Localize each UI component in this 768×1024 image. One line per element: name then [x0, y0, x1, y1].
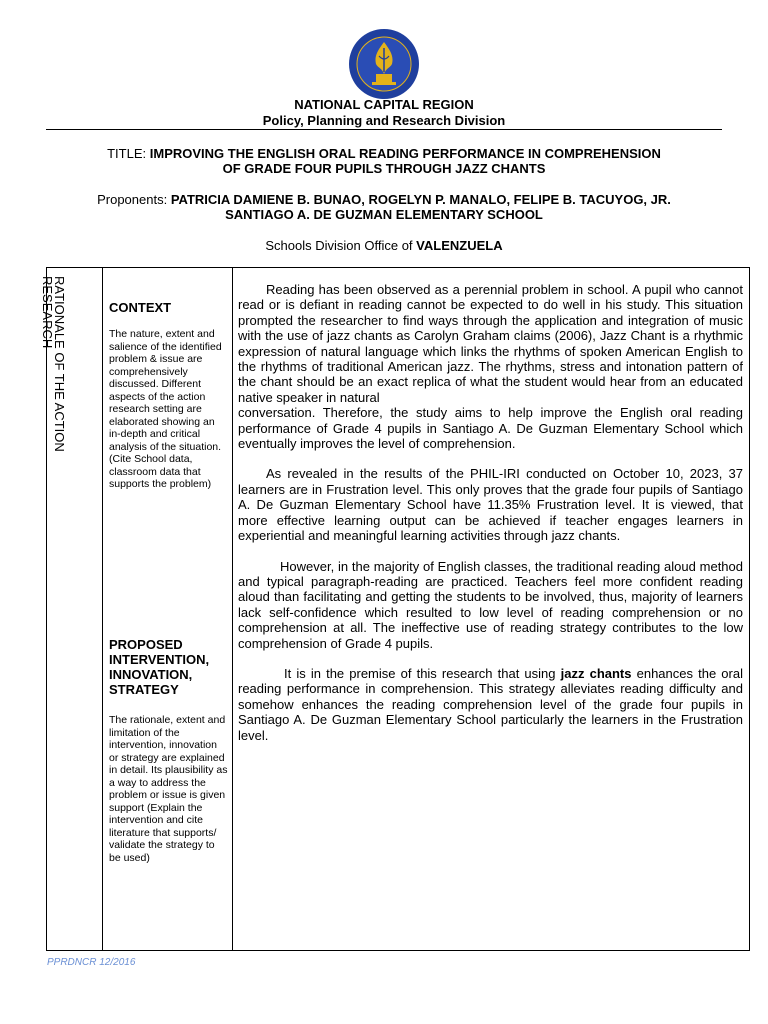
office-name: VALENZUELA: [416, 238, 503, 253]
title-text-line1: IMPROVING THE ENGLISH ORAL READING PERFORMANCE IN COMPREHENSION: [149, 146, 661, 161]
paragraph-3: However, in the majority of English classes, the traditional reading aloud method and typical paragraph-reading are practiced. Teachers feel more confident reading aloud than facilitating and getting the students to be involved, thus, majority of learners lack self-confidence which resulted to low level of reading comprehension or no comprehension at all. The ineffective use of reading strategy contributes to the low comprehension of Grade 4 pupils.: [238, 558, 743, 651]
title-block: [0, 146, 768, 176]
context-heading: CONTEXT: [109, 300, 172, 315]
rationale-table: [40, 267, 750, 951]
side-label-column: [40, 268, 103, 950]
side-label: [41, 276, 65, 476]
paragraph-2: As revealed in the results of the PHIL-IRI conducted on October 10, 2023, 37 learners are in Frustration level. This only proves that the grade four pupils of Santiago A. De Guzman Elementary School have 11.35% Frustration level. It is viewed, that more effective learning output can be achieved if teacher engages learners in experiential and meaningful learning activities through jazz chants.: [238, 466, 743, 544]
title-label: TITLE:: [107, 146, 147, 161]
paragraph-1b: conversation. Therefore, the study aims to help improve the English oral reading performance of Grade 4 pupils in Santiago A. De Guzman Elementary School which eventually improves the level of comprehension.: [238, 405, 743, 452]
intervention-description: The rationale, extent and limitation of the intervention, innovation or strategy are explained in detail. Its plausibility as a way to address the problem or issue is given support (Explain the intervention and cite literature that supports/ validate the strategy to be used): [109, 714, 228, 864]
office-label: Schools Division Office of: [265, 238, 413, 253]
proponents-block: [0, 192, 768, 222]
paragraph-4-emphasis: jazz chants: [560, 665, 632, 681]
region-heading: NATIONAL CAPITAL REGION: [294, 97, 474, 112]
rationale-body: [238, 282, 743, 758]
proponents-names: PATRICIA DAMIENE B. BUNAO, ROGELYN P. MANALO, FELIPE B. TACUYOG, JR.: [170, 192, 671, 207]
proponents-school: SANTIAGO A. DE GUZMAN ELEMENTARY SCHOOL: [225, 207, 543, 222]
paragraph-1: Reading has been observed as a perennial problem in school. A pupil who cannot read or is defiant in reading cannot be expected to do well in his study. This situation prompted the researcher to find ways through the application and integration of music with the use of jazz chants as Carolyn Graham claims (2006), Jazz Chant is a rhythmic expression of natural language which links the rhythms of spoken American English to the rhythms of traditional American jazz. The rhythms, stress and intonation pattern of the chant should be an exact replica of what the student would hear from an educated native speaker in natural: [238, 282, 743, 405]
division-heading: Policy, Planning and Research Division: [262, 113, 506, 128]
paragraph-4: It is in the premise of this research that using jazz chants enhances the oral reading performance in comprehension. This strategy alleviates reading difficulty and somehow enhances the reading comprehension level of the grade four pupils in Santiago A. De Guzman Elementary School particularly the learners in the Frustration level.: [238, 665, 743, 743]
side-label-line2: RESEARCH: [40, 276, 55, 349]
title-text-line2: OF GRADE FOUR PUPILS THROUGH JAZZ CHANTS: [222, 161, 546, 176]
header-divider: [46, 129, 722, 130]
intervention-heading: PROPOSED INTERVENTION, INNOVATION, STRATEGY: [109, 637, 210, 697]
proponents-label: Proponents:: [97, 192, 168, 207]
form-code-footer: PPRDNCR 12/2016: [47, 957, 136, 968]
context-description: The nature, extent and salience of the identified problem & issue are comprehensively discussed. Different aspects of the action research setting are elaborated showing an in-depth and critical analysis of the situation. (Cite School data, classroom data that supports the problem): [109, 328, 222, 490]
deped-seal-logo: [348, 28, 420, 100]
side-label-line1: RATIONALE OF THE ACTION: [52, 276, 67, 452]
office-line: [0, 238, 768, 253]
section-label-column: [102, 268, 233, 950]
